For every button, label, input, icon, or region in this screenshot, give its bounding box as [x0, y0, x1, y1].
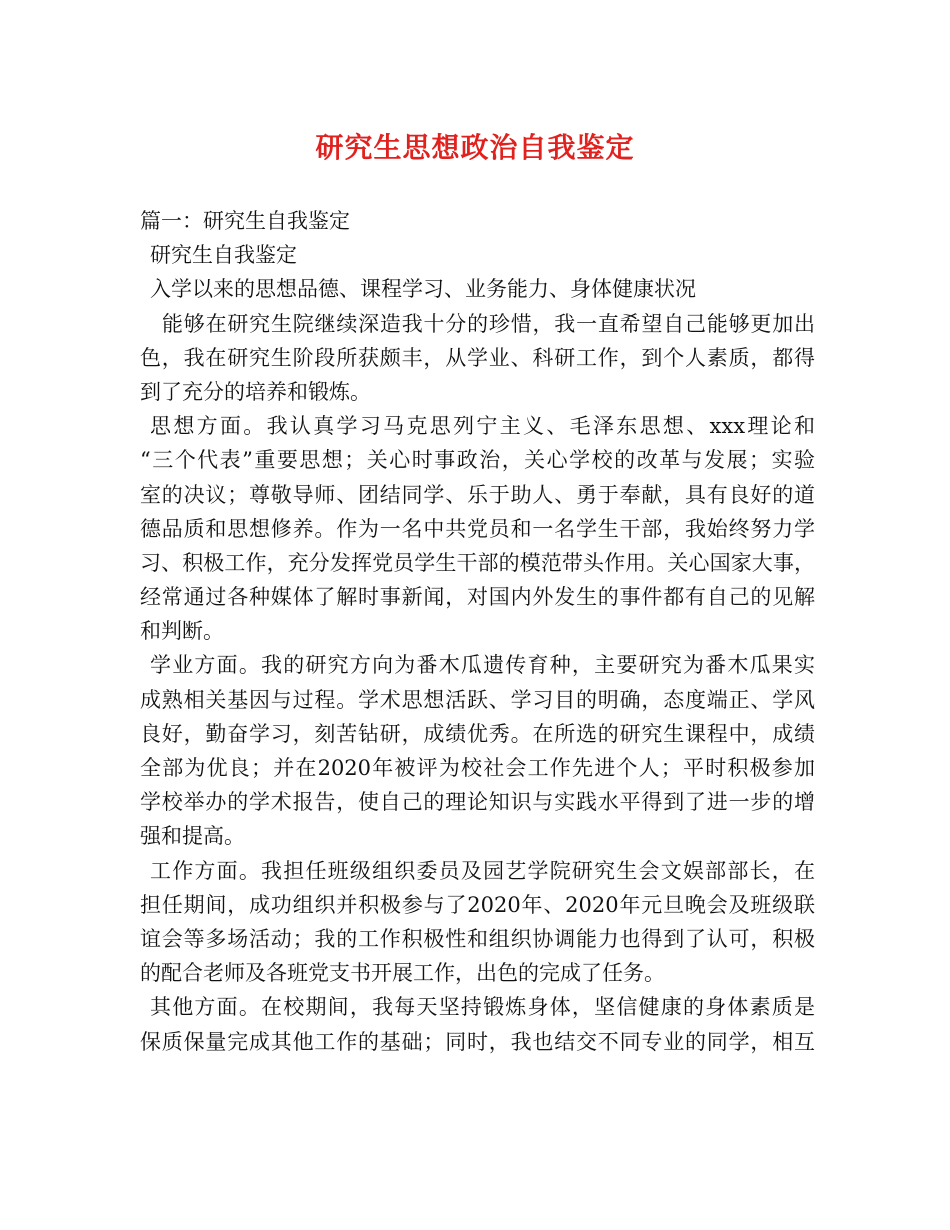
paragraph-line: 保质保量完成其他工作的基础；同时，我也结交不同专业的同学，相互	[140, 1029, 815, 1054]
paragraph-line: 思想方面。我认真学习马克思列宁主义、毛泽东思想、xxx理论和	[150, 414, 815, 439]
paragraph-line: 工作方面。我担任班级组织委员及园艺学院研究生会文娱部部长，在	[150, 858, 815, 883]
paragraph-line: “三个代表”重要思想；关心时事政治，关心学校的改革与发展；实验	[140, 448, 815, 473]
paragraph-line: 谊会等多场活动；我的工作积极性和组织协调能力也得到了认可，积极	[140, 926, 815, 951]
paragraph-line: 德品质和思想修养。作为一名中共党员和一名学生干部，我始终努力学	[140, 516, 815, 541]
paragraph-line: 和判断。	[140, 619, 224, 644]
paragraph-line: 习、积极工作，充分发挥党员学生干部的模范带头作用。关心国家大事，	[140, 550, 815, 575]
paragraph-line: 良好，勤奋学习，刻苦钻研，成绩优秀。在所选的研究生课程中，成绩	[140, 721, 815, 746]
paragraph-line: 室的决议；尊敬导师、团结同学、乐于助人、勇于奉献，具有良好的道	[140, 482, 815, 507]
paragraph-line: 学校举办的学术报告，使自己的理论知识与实践水平得到了进一步的增	[140, 790, 815, 815]
paragraph-line: 学业方面。我的研究方向为番木瓜遗传育种，主要研究为番木瓜果实	[150, 653, 815, 678]
sub-heading: 研究生自我鉴定	[150, 243, 297, 268]
paragraph-line: 色，我在研究生阶段所获颇丰，从学业、科研工作，到个人素质，都得	[140, 345, 815, 370]
paragraph-line: 的配合老师及各班党支书开展工作，出色的完成了任务。	[140, 961, 665, 986]
document-body	[140, 204, 815, 1059]
paragraph-line: 强和提高。	[140, 824, 245, 849]
paragraph-line: 担任期间，成功组织并积极参与了2020年、2020年元旦晚会及班级联	[140, 892, 815, 917]
section-heading: 篇一：研究生自我鉴定	[140, 209, 350, 233]
paragraph-line: 到了充分的培养和锻炼。	[140, 379, 371, 404]
paragraph-line: 其他方面。在校期间，我每天坚持锻炼身体，坚信健康的身体素质是	[150, 995, 815, 1020]
page-title: 研究生思想政治自我鉴定	[315, 131, 635, 164]
paragraph-line: 全部为优良；并在2020年被评为校社会工作先进个人；平时积极参加	[140, 756, 815, 780]
paragraph-line: 能够在研究生院继续深造我十分的珍惜，我一直希望自己能够更加出	[162, 311, 815, 336]
paragraph-line: 入学以来的思想品德、课程学习、业务能力、身体健康状况	[150, 277, 696, 302]
paragraph-line: 经常通过各种媒体了解时事新闻，对国内外发生的事件都有自己的见解	[140, 585, 815, 610]
paragraph-line: 成熟相关基因与过程。学术思想活跃、学习目的明确，态度端正、学风	[140, 687, 815, 712]
